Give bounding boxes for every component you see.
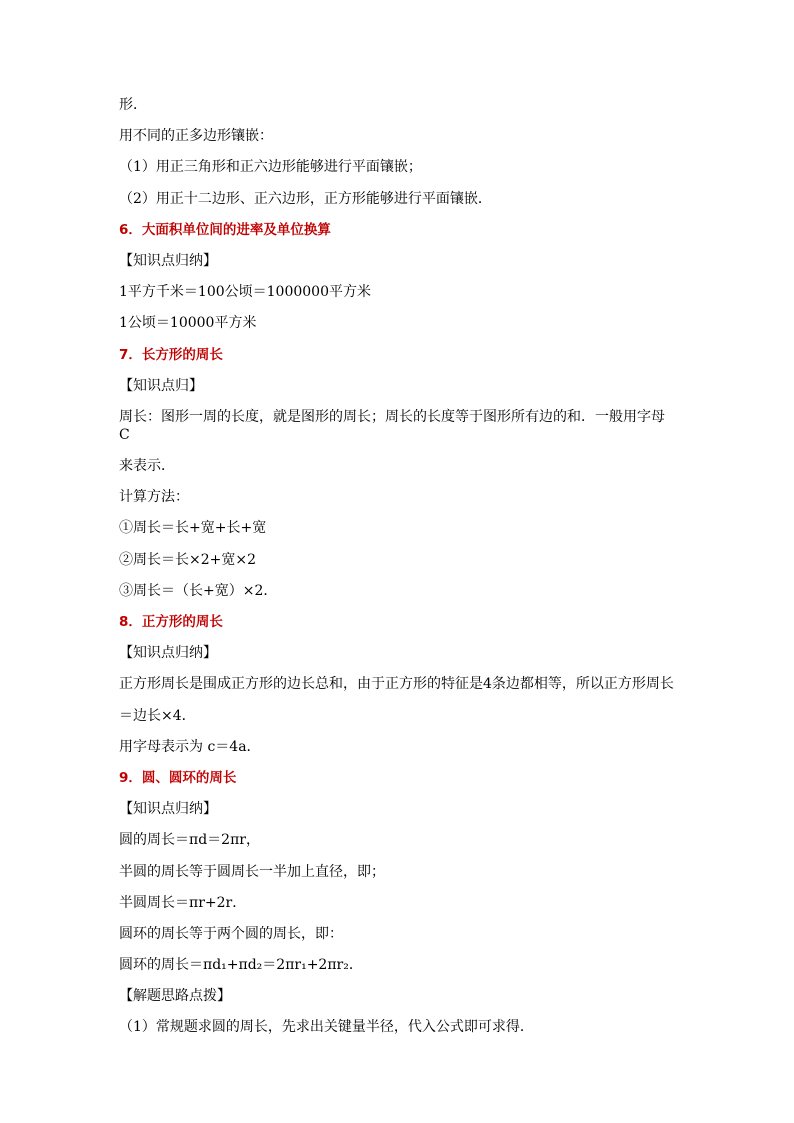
paragraph-line-1: 周长：图形一周的长度，就是图形的周长；周长的长度等于图形所有边的和．一般用字母 C (119, 408, 665, 443)
text-line: （1）常规题求圆的周长，先求出关键量半径，代入公式即可求得． (119, 1019, 534, 1036)
text-line: 半圆周长＝πr+2r． (119, 894, 247, 911)
text-line: 用不同的正多边形镶嵌： (119, 128, 273, 145)
text-line: 形． (119, 97, 147, 113)
document-body (119, 96, 679, 1050)
paragraph (119, 675, 679, 724)
paragraph (119, 408, 679, 475)
text-line: ③周长＝（长+宽）×2． (119, 582, 278, 599)
text-line: ②周长＝长×2+宽×2 (119, 551, 257, 568)
text-line: 圆的周长＝πd＝2πr， (119, 832, 260, 849)
text-line: 【知识点归纳】 (119, 252, 217, 269)
section-heading-8: 8．正方形的周长 (119, 614, 223, 630)
text-line: 圆环的周长等于两个圆的周长，即： (119, 925, 343, 942)
text-line: ①周长＝长+宽+长+宽 (119, 520, 267, 537)
text-line: 【知识点归纳】 (119, 801, 217, 818)
text-line: 计算方法： (119, 489, 189, 506)
paragraph-line-1: 正方形周长是围成正方形的边长总和，由于正方形的特征是4条边都相等，所以正方形周长 (119, 676, 674, 693)
section-heading-9: 9．圆、圆环的周长 (119, 769, 237, 786)
text-line: 1公顷＝10000平方米 (119, 315, 257, 332)
text-line: （2）用正十二边形、正六边形，正方形能够进行平面镶嵌． (119, 190, 492, 207)
text-line: 圆环的周长＝πd₁+πd₂＝2πr₁+2πr₂． (119, 957, 363, 974)
text-line: 【解题思路点拨】 (119, 988, 231, 1005)
text-line: 【知识点归】 (119, 377, 203, 394)
text-line: 1平方千米＝100公顷＝1000000平方米 (119, 284, 371, 301)
text-line: 用字母表示为 c＝4a． (119, 738, 261, 755)
text-line: 半圆的周长等于圆周长一半加上直径，即； (119, 863, 385, 880)
paragraph-line-2: 来表示． (119, 458, 175, 475)
section-heading-6: 6．大面积单位间的进率及单位换算 (119, 221, 331, 238)
section-heading-7: 7．长方形的周长 (119, 346, 223, 363)
paragraph-line-2: ＝边长×4． (119, 707, 196, 724)
text-line: （1）用正三角形和正六边形能够进行平面镶嵌； (119, 159, 422, 176)
text-line: 【知识点归纳】 (119, 645, 217, 662)
